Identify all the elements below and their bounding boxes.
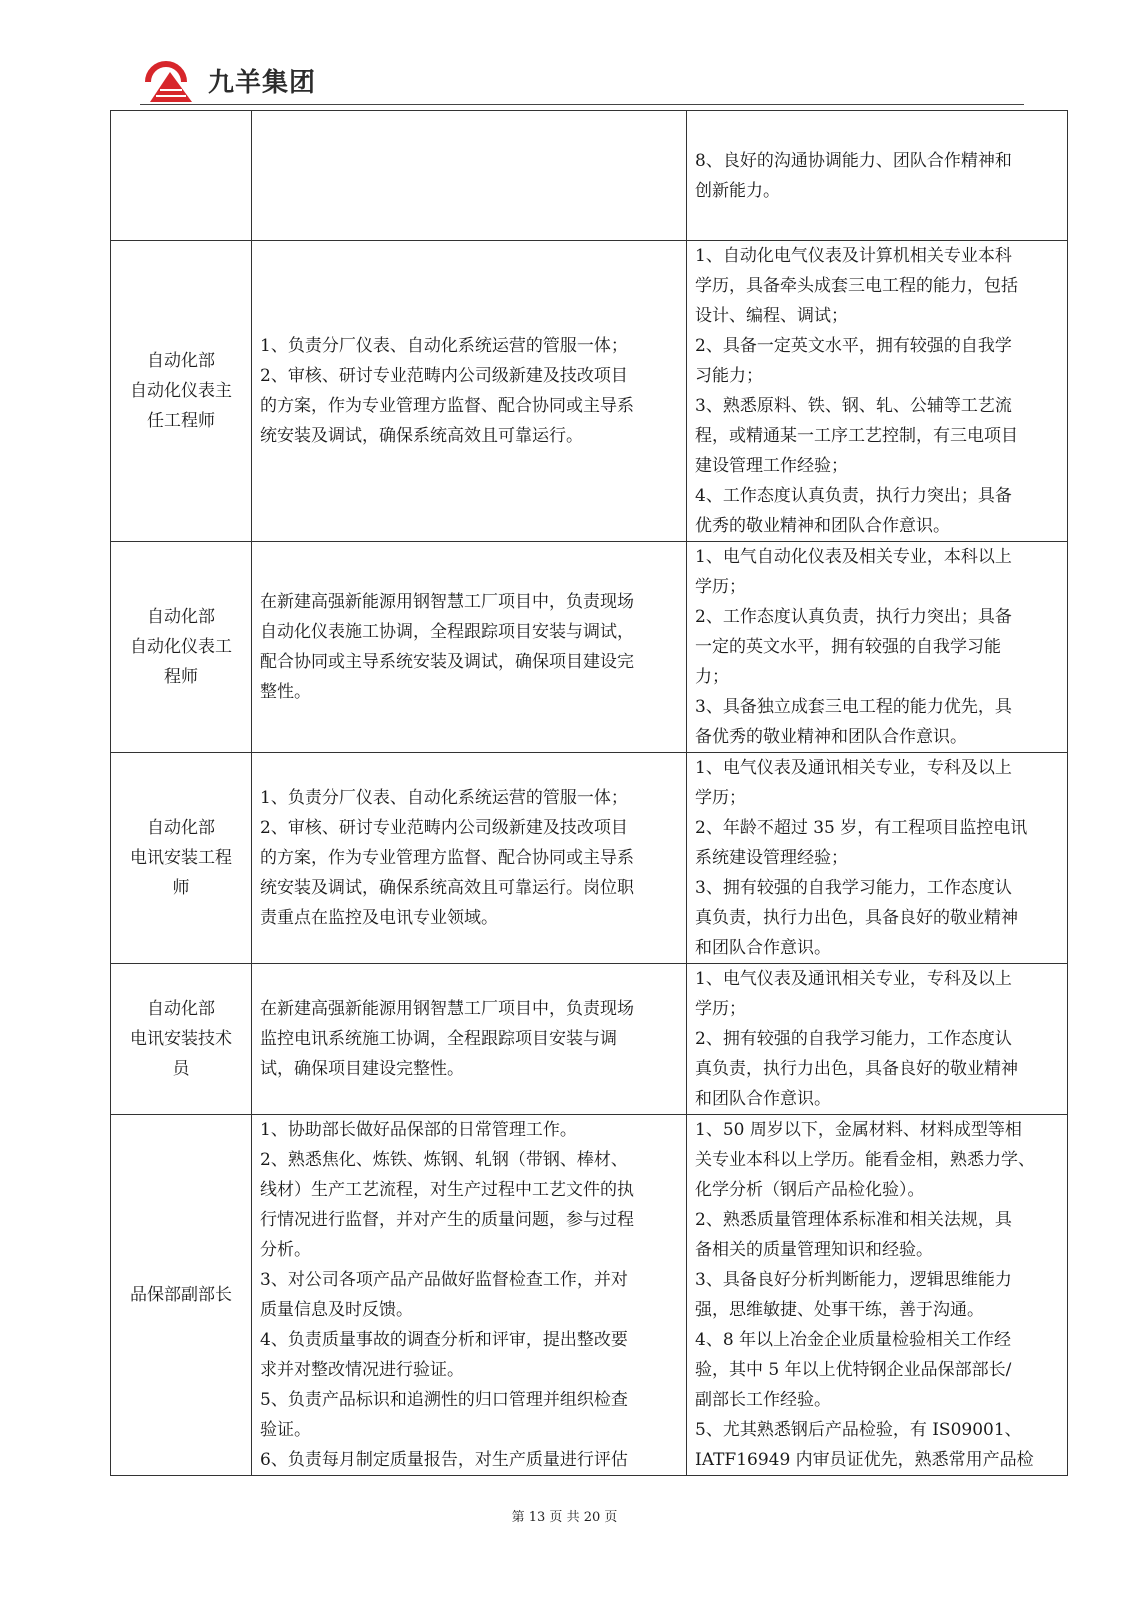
position-title-cell-line: 自动化仪表主	[130, 381, 232, 401]
duty-cell-line: 2、审核、研讨专业范畴内公司级新建及技改项目	[260, 818, 628, 838]
position-title-cell-line: 员	[172, 1059, 190, 1079]
jiuyang-logo-icon	[140, 52, 212, 106]
table-row	[111, 542, 1068, 753]
duty-cell-line: 4、负责质量事故的调查分析和评审，提出整改要	[260, 1330, 628, 1350]
duty-cell-line: 2、熟悉焦化、炼铁、炼钢、轧钢（带钢、棒材、	[260, 1150, 628, 1170]
job-table	[110, 110, 1068, 1476]
requirement-cell-line: 8、良好的沟通协调能力、团队合作精神和	[695, 150, 1012, 171]
duty-cell-line: 线材）生产工艺流程，对生产过程中工艺文件的执	[260, 1180, 634, 1200]
page-number: 第 13 页 共 20 页	[511, 1510, 618, 1525]
duty-cell-line: 统安装及调试，确保系统高效且可靠运行。岗位职	[260, 878, 634, 898]
requirement-cell-line: 力；	[695, 667, 729, 687]
requirement-cell-line: 优秀的敬业精神和团队合作意识。	[695, 516, 950, 536]
duty-cell-line: 试，确保项目建设完整性。	[260, 1059, 464, 1079]
position-title-cell-line: 自动化部	[147, 351, 215, 371]
requirement-cell-line: 强，思维敏捷、处事干练，善于沟通。	[695, 1300, 984, 1320]
header-rule	[140, 104, 1024, 105]
duty-cell	[252, 542, 687, 753]
requirement-cell-line: 化学分析（钢后产品检化验）。	[695, 1180, 925, 1200]
duty-cell-line: 在新建高强新能源用钢智慧工厂项目中，负责现场	[260, 999, 634, 1019]
requirement-cell	[687, 111, 1068, 241]
duty-cell	[252, 753, 687, 964]
duty-cell-line: 整性。	[260, 682, 311, 702]
duty-cell	[252, 1115, 687, 1476]
duty-cell-line: 6、负责每月制定质量报告，对生产质量进行评估	[260, 1450, 628, 1470]
duty-cell-line: 责重点在监控及电讯专业领域。	[260, 908, 498, 928]
requirement-cell-line: 1、50 周岁以下，金属材料、材料成型等相	[695, 1120, 1022, 1140]
requirement-cell-line: 学历；	[695, 577, 746, 597]
duty-cell-line: 配合协同或主导系统安装及调试，确保项目建设完	[260, 652, 634, 672]
position-title-cell	[111, 1115, 252, 1476]
requirement-cell-line: 1、自动化电气仪表及计算机相关专业本科	[695, 246, 1012, 266]
requirement-cell-line: 2、熟悉质量管理体系标准和相关法规，具	[695, 1210, 1012, 1230]
requirement-cell-line: 3、熟悉原料、铁、钢、轧、公辅等工艺流	[695, 396, 1012, 416]
requirement-cell-line: 副部长工作经验。	[695, 1390, 831, 1410]
requirement-cell-line: 和团队合作意识。	[695, 938, 831, 958]
requirement-cell-line: 真负责，执行力出色，具备良好的敬业精神	[695, 1059, 1018, 1079]
duty-cell-line: 监控电讯系统施工协调，全程跟踪项目安装与调	[260, 1029, 617, 1049]
duty-cell-line: 2、审核、研讨专业范畴内公司级新建及技改项目	[260, 366, 628, 386]
requirement-cell	[687, 1115, 1068, 1476]
requirement-cell-line: 关专业本科以上学历。能看金相，熟悉力学、	[695, 1150, 1035, 1170]
requirement-cell-line: 3、具备良好分析判断能力，逻辑思维能力	[695, 1270, 1012, 1290]
requirement-cell-line: 创新能力。	[695, 180, 780, 201]
duty-cell-line: 的方案，作为专业管理方监督、配合协同或主导系	[260, 848, 634, 868]
position-title-cell	[111, 542, 252, 753]
requirement-cell-line: IATF16949 内审员证优先，熟悉常用产品检	[695, 1450, 1034, 1470]
position-title-cell-line: 程师	[164, 667, 198, 687]
duty-cell	[252, 964, 687, 1115]
duty-cell-line: 在新建高强新能源用钢智慧工厂项目中，负责现场	[260, 592, 634, 612]
duty-cell	[252, 241, 687, 542]
requirement-cell	[687, 753, 1068, 964]
requirement-cell-line: 程，或精通某一工序工艺控制，有三电项目	[695, 426, 1018, 446]
requirement-cell	[687, 542, 1068, 753]
duty-cell-line: 1、协助部长做好品保部的日常管理工作。	[260, 1120, 577, 1140]
requirement-cell-line: 1、电气仪表及通讯相关专业，专科及以上	[695, 969, 1012, 989]
requirement-cell-line: 4、8 年以上冶金企业质量检验相关工作经	[695, 1330, 1012, 1350]
page-header	[140, 52, 1020, 108]
requirement-cell-line: 4、工作态度认真负责，执行力突出；具备	[695, 486, 1012, 506]
duty-cell-line: 3、对公司各项产品产品做好监督检查工作，并对	[260, 1270, 628, 1290]
duty-cell-line: 1、负责分厂仪表、自动化系统运营的管服一体；	[260, 336, 628, 356]
requirement-cell-line: 2、年龄不超过 35 岁，有工程项目监控电讯	[695, 818, 1028, 838]
requirement-cell-line: 设计、编程、调试；	[695, 306, 848, 326]
duty-cell-line: 分析。	[260, 1240, 311, 1260]
requirement-cell-line: 学历，具备牵头成套三电工程的能力，包括	[695, 276, 1018, 296]
requirement-cell-line: 建设管理工作经验；	[695, 456, 848, 476]
position-title-cell-line: 自动化部	[147, 607, 215, 627]
requirement-cell-line: 一定的英文水平，拥有较强的自我学习能	[695, 637, 1001, 657]
duty-cell	[252, 111, 687, 241]
position-title-cell-line: 品保部副部长	[130, 1285, 232, 1305]
requirement-cell-line: 备优秀的敬业精神和团队合作意识。	[695, 727, 967, 747]
requirement-cell-line: 1、电气自动化仪表及相关专业，本科以上	[695, 547, 1012, 567]
requirement-cell-line: 2、拥有较强的自我学习能力，工作态度认	[695, 1029, 1012, 1049]
duty-cell-line: 自动化仪表施工协调，全程跟踪项目安装与调试，	[260, 622, 634, 642]
position-title-cell-line: 任工程师	[147, 411, 215, 431]
position-title-cell	[111, 111, 252, 241]
requirement-cell-line: 和团队合作意识。	[695, 1089, 831, 1109]
duty-cell-line: 求并对整改情况进行验证。	[260, 1360, 464, 1380]
requirement-cell-line: 2、具备一定英文水平，拥有较强的自我学	[695, 336, 1012, 356]
position-title-cell-line: 自动化仪表工	[130, 637, 232, 657]
table-row	[111, 753, 1068, 964]
requirement-cell	[687, 241, 1068, 542]
table-row	[111, 241, 1068, 542]
requirement-cell-line: 备相关的质量管理知识和经验。	[695, 1240, 933, 1260]
requirement-cell-line: 验，其中 5 年以上优特钢企业品保部部长/	[695, 1360, 1012, 1380]
duty-cell-line: 行情况进行监督，并对产生的质量问题，参与过程	[260, 1210, 634, 1230]
duty-cell-line: 质量信息及时反馈。	[260, 1300, 413, 1320]
position-title-cell	[111, 241, 252, 542]
duty-cell-line: 验证。	[260, 1420, 311, 1440]
duty-cell-line: 1、负责分厂仪表、自动化系统运营的管服一体；	[260, 788, 628, 808]
requirement-cell-line: 3、拥有较强的自我学习能力，工作态度认	[695, 878, 1012, 898]
position-title-cell-line: 电讯安装技术	[130, 1029, 232, 1049]
requirement-cell-line: 真负责，执行力出色，具备良好的敬业精神	[695, 908, 1018, 928]
requirement-cell-line: 3、具备独立成套三电工程的能力优先，具	[695, 697, 1012, 717]
brand-name: 九羊集团	[208, 68, 317, 98]
position-title-cell-line: 师	[172, 878, 190, 898]
duty-cell-line: 统安装及调试，确保系统高效且可靠运行。	[260, 426, 583, 446]
requirement-cell-line: 系统建设管理经验；	[695, 848, 848, 868]
duty-cell-line: 5、负责产品标识和追溯性的归口管理并组织检查	[260, 1390, 628, 1410]
table-row	[111, 1115, 1068, 1476]
table-row	[111, 111, 1068, 241]
requirement-cell-line: 学历；	[695, 788, 746, 808]
position-title-cell-line: 电讯安装工程	[130, 848, 232, 868]
duty-cell-line: 的方案，作为专业管理方监督、配合协同或主导系	[260, 396, 634, 416]
requirement-cell-line: 学历；	[695, 999, 746, 1019]
requirement-cell-line: 1、电气仪表及通讯相关专业，专科及以上	[695, 758, 1012, 778]
requirement-cell-line: 2、工作态度认真负责，执行力突出；具备	[695, 607, 1012, 627]
position-title-cell	[111, 964, 252, 1115]
requirement-cell	[687, 964, 1068, 1115]
requirement-cell-line: 5、尤其熟悉钢后产品检验，有 IS09001、	[695, 1420, 1022, 1440]
position-title-cell-line: 自动化部	[147, 818, 215, 838]
position-title-cell	[111, 753, 252, 964]
position-title-cell-line: 自动化部	[147, 999, 215, 1019]
table-row	[111, 964, 1068, 1115]
requirement-cell-line: 习能力；	[695, 366, 763, 386]
